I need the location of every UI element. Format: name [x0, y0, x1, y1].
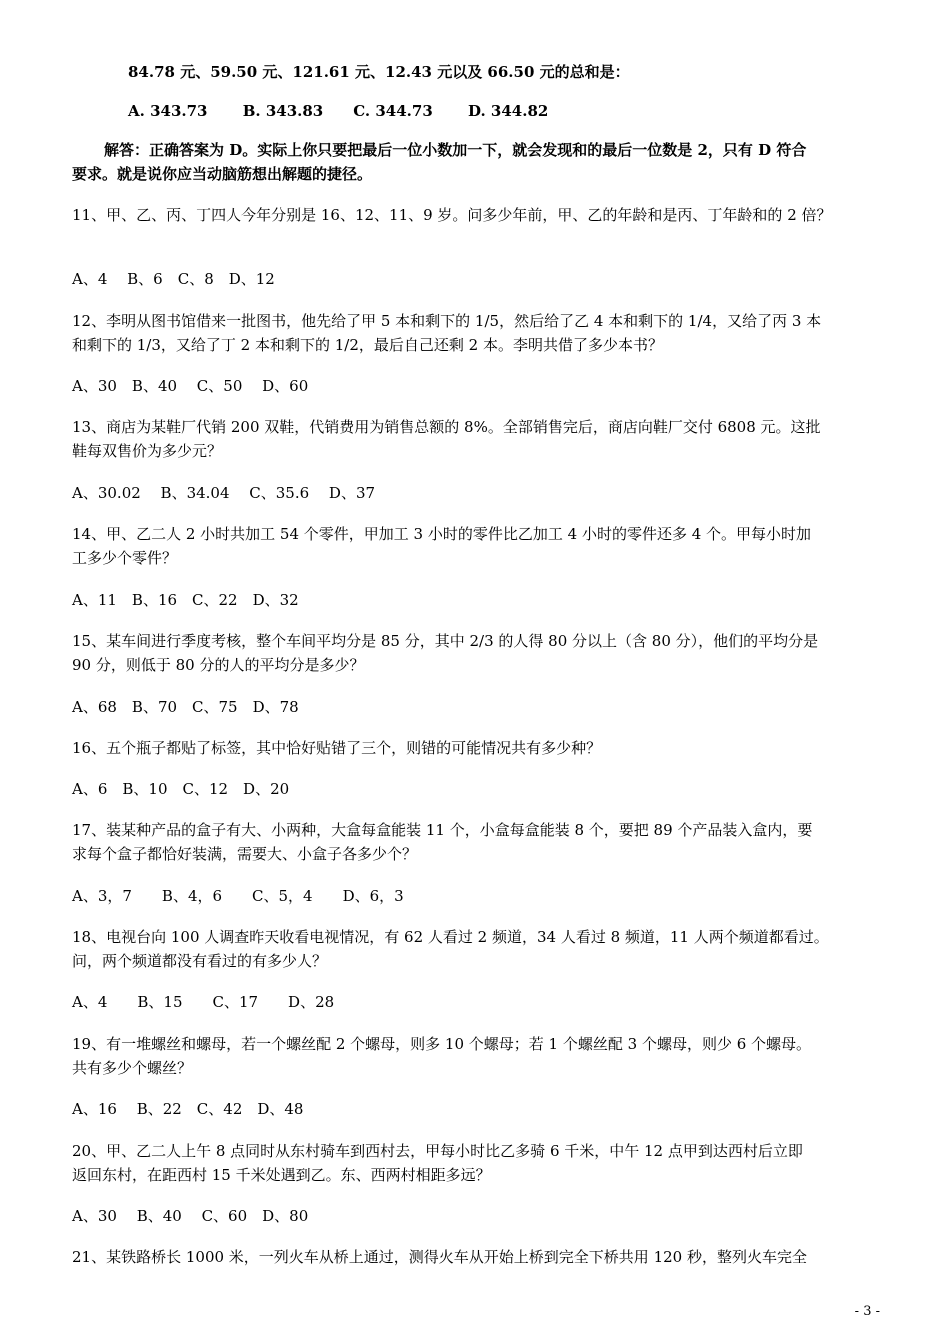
example-options: A. 343.73 B. 343.83 C. 344.73 D. 344.82 [128, 102, 549, 120]
options-18: A、4 B、15 C、17 D、28 [72, 993, 335, 1011]
question-15: 15、某车间进行季度考核，整个车间平均分是 85 分，其中 2/3 的人得 80 分以上（含 80 分），他们的平均分是 [72, 632, 819, 650]
question-21: 21、某铁路桥长 1000 米，一列火车从桥上通过，测得火车从开始上桥到完全下桥共用 120 秒，整列火车完全 [72, 1248, 807, 1266]
question-14-cont: 工多少个零件？ [72, 549, 178, 567]
options-19: A、16 B、22 C、42 D、48 [72, 1100, 304, 1118]
question-18: 18、电视台向 100 人调查昨天收看电视情况，有 62 人看过 2 频道，34 人看过 8 频道，11 人两个频道都看过。 [72, 928, 829, 946]
question-18-cont: 问，两个频道都没有看过的有多少人？ [72, 952, 328, 970]
question-12-cont: 和剩下的 1/3，又给了丁 2 本和剩下的 1/2，最后自己还剩 2 本。李明共借了多少本书？ [72, 336, 663, 354]
page-number: - 3 - [854, 1304, 880, 1319]
example-question: 84.78 元、59.50 元、121.61 元、12.43 元以及 66.50 元的总和是： [128, 63, 630, 81]
options-20: A、30 B、40 C、60 D、80 [72, 1207, 309, 1225]
question-15-cont: 90 分，则低于 80 分的人的平均分是多少？ [72, 656, 365, 674]
question-17-cont: 求每个盒子都恰好装满，需要大、小盒子各多少个？ [72, 845, 418, 863]
question-17: 17、装某种产品的盒子有大、小两种，大盒每盒能装 11 个，小盒每盒能装 8 个，要把 89 个产品装入盒内，要 [72, 821, 813, 839]
options-17: A、3，7 B、4，6 C、5，4 D、6，3 [72, 887, 404, 905]
options-13: A、30.02 B、34.04 C、35.6 D、37 [72, 484, 376, 502]
question-13: 13、商店为某鞋厂代销 200 双鞋，代销费用为销售总额的 8%。全部销售完后，商店向鞋厂交付 6808 元。这批 [72, 418, 821, 436]
question-11: 11、甲、乙、丙、丁四人今年分别是 16、12、11、9 岁。问多少年前，甲、乙的年龄和是丙、丁年龄和的 2 倍？ [72, 206, 832, 224]
question-20: 20、甲、乙二人上午 8 点同时从东村骑车到西村去，甲每小时比乙多骑 6 千米，中午 12 点甲到达西村后立即 [72, 1142, 803, 1160]
question-19-cont: 共有多少个螺丝？ [72, 1059, 193, 1077]
question-16: 16、五个瓶子都贴了标签，其中恰好贴错了三个，则错的可能情况共有多少种？ [72, 739, 602, 757]
question-14: 14、甲、乙二人 2 小时共加工 54 个零件，甲加工 3 小时的零件比乙加工 4 小时的零件还多 4 个。甲每小时加 [72, 525, 812, 543]
example-answer: 解答：正确答案为 D。实际上你只要把最后一位小数加一下，就会发现和的最后一位数是 2，只有 D 符合 [104, 141, 807, 159]
question-19: 19、有一堆螺丝和螺母，若一个螺丝配 2 个螺母，则多 10 个螺母；若 1 个螺丝配 3 个螺母，则少 6 个螺母。 [72, 1035, 812, 1053]
options-14: A、11 B、16 C、22 D、32 [72, 591, 299, 609]
options-12: A、30 B、40 C、50 D、60 [72, 377, 309, 395]
question-13-cont: 鞋每双售价为多少元？ [72, 442, 223, 460]
question-12: 12、李明从图书馆借来一批图书，他先给了甲 5 本和剩下的 1/5，然后给了乙 4 本和剩下的 1/4，又给了丙 3 本 [72, 312, 822, 330]
options-11: A、4 B、6 C、8 D、12 [72, 270, 275, 288]
options-15: A、68 B、70 C、75 D、78 [72, 698, 299, 716]
options-16: A、6 B、10 C、12 D、20 [72, 780, 290, 798]
question-20-cont: 返回东村，在距西村 15 千米处遇到乙。东、西两村相距多远？ [72, 1166, 491, 1184]
example-answer-cont: 要求。就是说你应当动脑筋想出解题的捷径。 [72, 165, 373, 183]
